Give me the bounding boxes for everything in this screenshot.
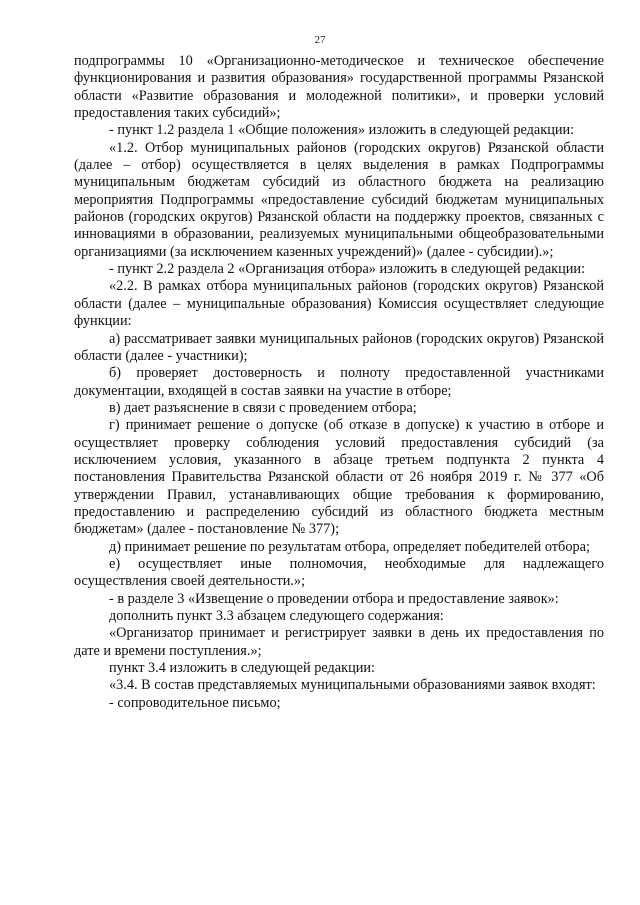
document-body: [74, 53, 604, 712]
page-number: 27: [314, 34, 326, 46]
paragraph: дополнить пункт 3.3 абзацем следующего содержания:: [109, 608, 444, 624]
paragraph: в) дает разъяснение в связи с проведением отбора;: [109, 399, 417, 416]
paragraph: е) осуществляет иные полномочия, необходимые для надлежащего осуществления своей деятельности.»;: [74, 555, 604, 590]
paragraph: а) рассматривает заявки муниципальных районов (городских округов) Рязанской области (далее - участники);: [74, 330, 604, 364]
paragraph: - сопроводительное письмо;: [109, 694, 281, 711]
paragraph: «Организатор принимает и регистрирует заявки в день их предоставления по дате и времени поступления.»;: [74, 625, 604, 659]
paragraph: подпрограммы 10 «Организационно-методическое и техническое обеспечение функционирования и развития образования» государственной программы Рязанской области «Развитие образования и молодежной политики», и проверки условий предоставления таких субсидий»;: [74, 53, 604, 122]
paragraph: б) проверяет достоверность и полноту предоставленной участниками документации, входящей в состав заявки на участие в отборе;: [74, 365, 604, 399]
paragraph: пункт 3.4 изложить в следующей редакции:: [109, 660, 376, 677]
paragraph: «3.4. В состав представляемых муниципальными образованиями заявок входят:: [109, 677, 596, 694]
paragraph: - пункт 2.2 раздела 2 «Организация отбора» изложить в следующей редакции:: [109, 261, 586, 278]
paragraph: г) принимает решение о допуске (об отказе в допуске) к участию в отборе и осуществляет проверку соблюдения условий предоставления субсидий (за исключением условия, указанного в абзаце третьем подпункта 2 пункта 4 постановления Правительства Рязанской области от 26 ноября 2019 г. № 377 «Об утверждении Правил, устанавливающих общие требования к формированию, предоставлению и распределению субсидий из областного бюджета местным бюджетам» (далее - постановление № 377);: [74, 417, 604, 538]
paragraph: «2.2. В рамках отбора муниципальных районов (городских округов) Рязанской области (далее – муниципальные образования) Комиссия осуществляет следующие функции:: [74, 278, 604, 330]
paragraph: «1.2. Отбор муниципальных районов (городских округов) Рязанской области (далее – отбор) осуществляется в целях выделения в рамках Подпрограммы муниципальным бюджетам субсидий из областного бюджета на реализацию мероприятия Подпрограммы «предоставление субсидий бюджетам муниципальных районов (городских округов) Рязанской области на поддержку проектов, связанных с инновациями в образовании, реализуемых муниципальными общеобразовательными организациями (за исключением казенных учреждений)» (далее - субсидии).»;: [74, 139, 604, 260]
paragraph: д) принимает решение по результатам отбора, определяет победителей отбора;: [109, 538, 590, 555]
paragraph: - пункт 1.2 раздела 1 «Общие положения» изложить в следующей редакции:: [109, 122, 575, 139]
paragraph: - в разделе 3 «Извещение о проведении отбора и предоставление заявок»:: [109, 590, 559, 607]
